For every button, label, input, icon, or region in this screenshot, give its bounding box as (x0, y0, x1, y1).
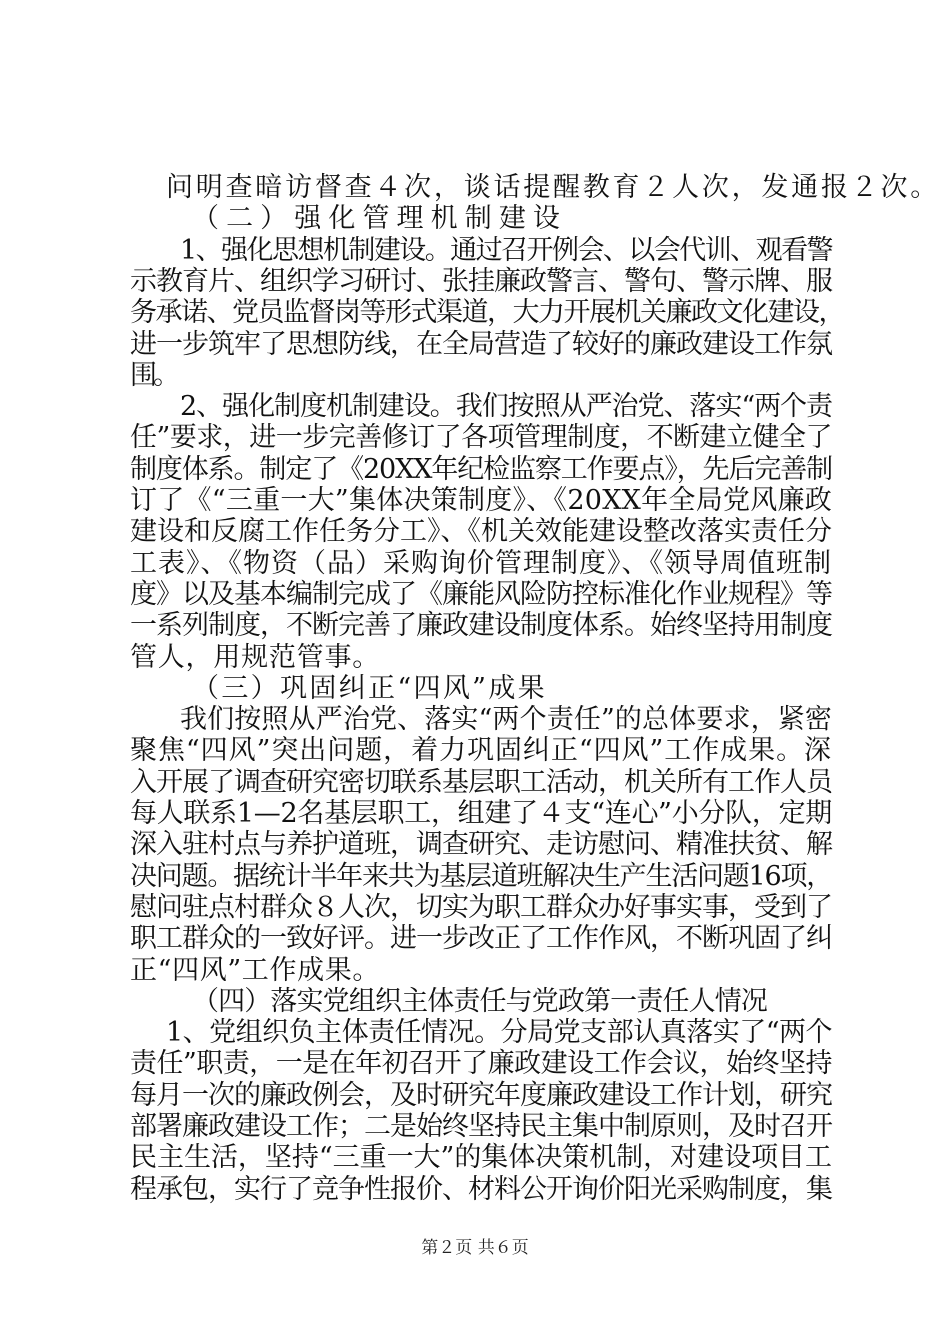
text-line: 部署廉政建设工作；二是始终坚持民主集中制原则，及时召开 (130, 1111, 832, 1142)
text-line: 务承诺、党员监督岗等形式渠道，大力开展机关廉政文化建设， (130, 297, 844, 328)
text-line: 1、党组织负主体责任情况。分局党支部认真落实了“两个 (166, 1017, 832, 1048)
text-line: 1、强化思想机制建设。通过召开例会、以会代训、观看警 (180, 235, 832, 266)
text-line: （三）巩固纠正“四风”成果 (192, 673, 547, 704)
text-line: 任”要求，进一步完善修订了各项管理制度，不断建立健全了 (130, 422, 832, 453)
text-line: 入开展了调查研究密切联系基层职工活动，机关所有工作人员 (130, 767, 832, 798)
text-line: 责任”职责，一是在年初召开了廉政建设工作会议，始终坚持 (130, 1048, 832, 1079)
text-line: 制度体系。制定了《20XX年纪检监察工作要点》，先后完善制 (130, 454, 832, 485)
text-line: 每月一次的廉政例会，及时研究年度廉政建设工作计划，研究 (130, 1080, 832, 1111)
text-line: 民主生活，坚持“三重一大”的集体决策机制，对建设项目工 (130, 1142, 832, 1173)
text-line: 度》以及基本编制完成了《廉能风险防控标准化作业规程》等 (130, 579, 832, 610)
text-line: 每人联系1—2名基层职工，组建了４支“连心”小分队，定期 (130, 798, 832, 829)
text-line: 我们按照从严治党、落实“两个责任”的总体要求，紧密 (180, 704, 832, 735)
text-line: 决问题。据统计半年来共为基层道班解决生产生活问题16项， (130, 861, 832, 892)
text-line: 围。 (130, 360, 176, 391)
text-line: 程承包，实行了竞争性报价、材料公开询价阳光采购制度，集 (130, 1174, 832, 1205)
text-line: 示教育片、组织学习研讨、张挂廉政警言、警句、警示牌、服 (130, 266, 832, 297)
text-line: 建设和反腐工作任务分工》、《机关效能建设整改落实责任分 (130, 516, 832, 547)
text-line: 一系列制度，不断完善了廉政建设制度体系。始终坚持用制度 (130, 610, 832, 641)
text-line: 管人，用规范管事。 (130, 642, 380, 673)
text-line: （二）强化管理机制建设 (192, 203, 567, 234)
text-line: 进一步筑牢了思想防线，在全局营造了较好的廉政建设工作氛 (130, 329, 832, 360)
text-line: 职工群众的一致好评。进一步改正了工作作风，不断巩固了纠 (130, 923, 832, 954)
page-footer: 第２页 共６页 (421, 1238, 529, 1258)
text-line: 深入驻村点与养护道班，调查研究、走访慰问、精准扶贫、解 (130, 829, 832, 860)
text-line: 聚焦“四风”突出问题，着力巩固纠正“四风”工作成果。深 (130, 735, 832, 766)
text-line: （四）落实党组织主体责任与党政第一责任人情况 (192, 986, 767, 1017)
text-line: 订了《“三重一大”集体决策制度》、《20XX年全局党风廉政 (130, 485, 832, 516)
text-line: 正“四风”工作成果。 (130, 955, 380, 986)
text-line: 2、强化制度机制建设。我们按照从严治党、落实“两个责 (180, 391, 832, 422)
text-line: 慰问驻点村群众８人次，切实为职工群众办好事实事，受到了 (130, 892, 832, 923)
text-line: 工表》、《物资（品）采购询价管理制度》、《领导周值班制 (130, 548, 832, 579)
text-line: 问明查暗访督查４次，谈话提醒教育２人次，发通报２次。 (166, 172, 940, 203)
